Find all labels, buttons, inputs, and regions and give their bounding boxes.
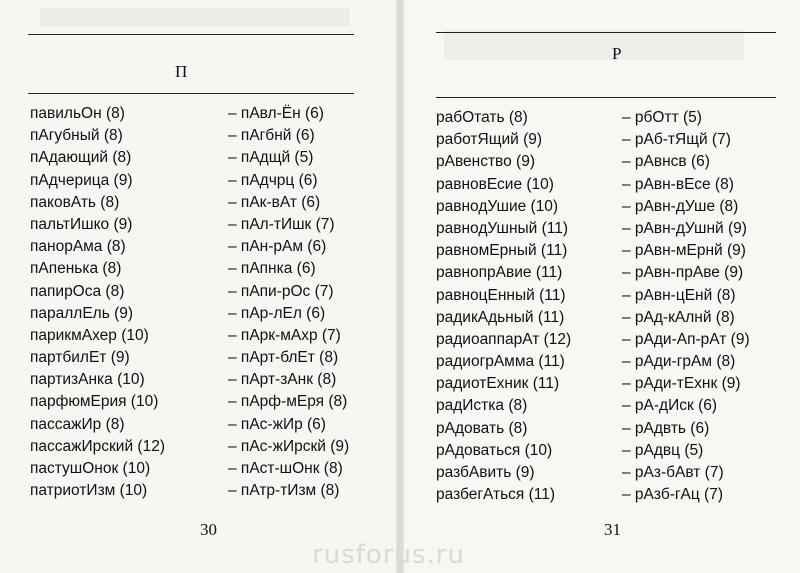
list-item bbox=[436, 307, 786, 329]
entry-transcript: – рАвн-мЕрнй (9) bbox=[622, 242, 746, 260]
entry-transcript: – пАл-тИшк (7) bbox=[228, 215, 335, 233]
list-item bbox=[436, 151, 786, 173]
entry-word: равнодУшный (11) bbox=[436, 219, 569, 237]
entry-word: рАвенство (9) bbox=[436, 153, 535, 171]
page-number: 31 bbox=[604, 520, 621, 539]
entry-word: работЯщий (9) bbox=[436, 131, 543, 149]
entry-word: радиоаппарАт (12) bbox=[436, 330, 572, 348]
list-item bbox=[30, 281, 370, 303]
entry-transcript: – пАпи-рОс (7) bbox=[228, 282, 334, 300]
list-item bbox=[30, 147, 370, 169]
entry-transcript: – рбОтт (5) bbox=[622, 109, 702, 126]
section-letter: Р bbox=[612, 44, 622, 63]
entry-word: партбилЕт (9) bbox=[30, 349, 130, 367]
entry-word: партизАнка (10) bbox=[30, 371, 145, 389]
entry-transcript: – рА-дИск (6) bbox=[622, 397, 718, 415]
entry-transcript: – рАвн-цЕнй (8) bbox=[622, 286, 736, 304]
entry-word: патриотИзм (10) bbox=[30, 482, 148, 500]
entry-word: пальтИшко (9) bbox=[30, 215, 133, 233]
entry-transcript: – пАн-рАм (6) bbox=[228, 238, 327, 256]
entry-transcript: – рАд-кАлнй (8) bbox=[622, 308, 735, 326]
list-item bbox=[30, 236, 370, 258]
entry-word: пАдчерица (9) bbox=[30, 171, 133, 189]
list-item bbox=[30, 347, 370, 369]
list-item bbox=[436, 129, 786, 151]
entry-transcript: – рАдвц (5) bbox=[622, 441, 704, 459]
entry-transcript: – рАзб-гАц (7) bbox=[622, 486, 723, 504]
entry-transcript: – рАвн-вЕсе (8) bbox=[622, 175, 734, 193]
bleed-through-text bbox=[40, 8, 350, 26]
list-item bbox=[30, 458, 370, 480]
list-item bbox=[436, 395, 786, 417]
list-item bbox=[30, 369, 370, 391]
entry-transcript: – пАвл-Ён (6) bbox=[228, 105, 324, 122]
entry-transcript: – пАр-лЕл (6) bbox=[228, 304, 326, 322]
entry-transcript: – пАк-вАт (6) bbox=[228, 193, 321, 211]
list-item bbox=[30, 325, 370, 347]
word-list bbox=[436, 107, 786, 506]
entry-word: парикмАхер (10) bbox=[30, 326, 149, 344]
entry-word: радиотЕхник (11) bbox=[436, 375, 560, 393]
list-item bbox=[436, 107, 786, 129]
entry-word: разбАвить (9) bbox=[436, 464, 535, 481]
entry-word: рАдовать (8) bbox=[436, 419, 528, 437]
word-list bbox=[30, 103, 370, 502]
entry-word: папирОса (8) bbox=[30, 282, 125, 300]
entry-word: равноцЕнный (11) bbox=[436, 286, 566, 304]
entry-word: равнодУшие (10) bbox=[436, 197, 559, 215]
list-item bbox=[436, 285, 786, 307]
entry-transcript: – рАди-тЕхнк (9) bbox=[622, 375, 741, 393]
entry-transcript: – рАвн-прАве (9) bbox=[622, 264, 744, 282]
list-item bbox=[30, 303, 370, 325]
entry-word: радикАдьный (11) bbox=[436, 308, 565, 326]
list-item bbox=[30, 214, 370, 236]
entry-transcript: – рАдвть (6) bbox=[622, 419, 710, 437]
entry-word: равномЕрный (11) bbox=[436, 242, 568, 260]
list-item bbox=[436, 418, 786, 440]
entry-transcript: – пАрк-мАхр (7) bbox=[228, 326, 341, 344]
list-item bbox=[30, 480, 370, 502]
list-item bbox=[436, 462, 786, 484]
entry-word: пассажИрский (12) bbox=[30, 437, 165, 455]
entry-transcript: – рАвн-дУше (8) bbox=[622, 197, 739, 215]
entry-word: пастушОнок (10) bbox=[30, 460, 151, 477]
entry-word: панорАма (8) bbox=[30, 238, 126, 256]
list-item bbox=[436, 196, 786, 218]
entry-word: равновЕсие (10) bbox=[436, 175, 554, 193]
entry-word: радИстка (8) bbox=[436, 397, 528, 415]
entry-word: пАгубный (8) bbox=[30, 127, 123, 145]
page-number: 30 bbox=[200, 520, 217, 539]
list-item bbox=[436, 351, 786, 373]
entry-transcript: – рАвн-дУшнй (9) bbox=[622, 219, 747, 237]
entry-word: радиогрАмма (11) bbox=[436, 353, 565, 371]
list-item bbox=[436, 484, 786, 506]
entry-transcript: – пАрф-мЕря (8) bbox=[228, 393, 348, 411]
list-item bbox=[436, 218, 786, 240]
entry-word: рабОтать (8) bbox=[436, 109, 528, 126]
right-page bbox=[404, 0, 800, 573]
list-item bbox=[436, 262, 786, 284]
top-rule bbox=[28, 34, 354, 35]
list-item bbox=[30, 170, 370, 192]
bleed-through-text bbox=[444, 30, 744, 60]
entry-word: разбегАться (11) bbox=[436, 486, 556, 504]
list-item bbox=[436, 440, 786, 462]
list-item bbox=[436, 174, 786, 196]
entry-word: равнопрАвие (11) bbox=[436, 264, 563, 282]
list-item bbox=[436, 373, 786, 395]
top-rule bbox=[436, 32, 776, 33]
list-item bbox=[30, 125, 370, 147]
entry-transcript: – пАтр-тИзм (8) bbox=[228, 482, 340, 500]
site-watermark: rusforus.ru bbox=[312, 540, 465, 570]
entry-word: рАдоваться (10) bbox=[436, 441, 553, 459]
entry-word: паковАть (8) bbox=[30, 193, 120, 211]
list-item bbox=[30, 192, 370, 214]
list-item bbox=[30, 103, 370, 125]
entry-word: павильОн (8) bbox=[30, 105, 125, 122]
entry-transcript: – пАрт-блЕт (8) bbox=[228, 349, 339, 367]
entry-transcript: – рАб-тЯщй (7) bbox=[622, 131, 731, 149]
left-page bbox=[0, 0, 396, 573]
entry-word: пАдающий (8) bbox=[30, 149, 132, 167]
header-rule bbox=[28, 93, 354, 94]
entry-word: пАпенька (8) bbox=[30, 260, 122, 278]
header-rule bbox=[436, 97, 776, 98]
entry-transcript: – пАдчрц (6) bbox=[228, 171, 318, 189]
entry-transcript: – пАрт-зАнк (8) bbox=[228, 371, 337, 389]
entry-word: парфюмЕрия (10) bbox=[30, 393, 159, 411]
list-item bbox=[30, 258, 370, 280]
entry-transcript: – пАс-жИр (6) bbox=[228, 415, 326, 433]
entry-transcript: – пАдщй (5) bbox=[228, 149, 314, 167]
section-letter: П bbox=[175, 62, 188, 81]
entry-word: пассажИр (8) bbox=[30, 415, 125, 433]
list-item bbox=[436, 240, 786, 262]
entry-transcript: – рАди-грАм (8) bbox=[622, 353, 736, 371]
list-item bbox=[30, 391, 370, 413]
entry-transcript: – пАст-шОнк (8) bbox=[228, 460, 343, 477]
entry-transcript: – рАвнсв (6) bbox=[622, 153, 710, 171]
list-item bbox=[436, 329, 786, 351]
entry-transcript: – пАпнка (6) bbox=[228, 260, 316, 278]
list-item bbox=[30, 436, 370, 458]
list-item bbox=[30, 414, 370, 436]
entry-transcript: – рАди-Ап-рАт (9) bbox=[622, 330, 750, 348]
entry-transcript: – рАз-бАвт (7) bbox=[622, 464, 724, 481]
entry-word: параллЕль (9) bbox=[30, 304, 134, 322]
entry-transcript: – пАгбнй (6) bbox=[228, 127, 315, 145]
entry-transcript: – пАс-жИрскй (9) bbox=[228, 437, 350, 455]
